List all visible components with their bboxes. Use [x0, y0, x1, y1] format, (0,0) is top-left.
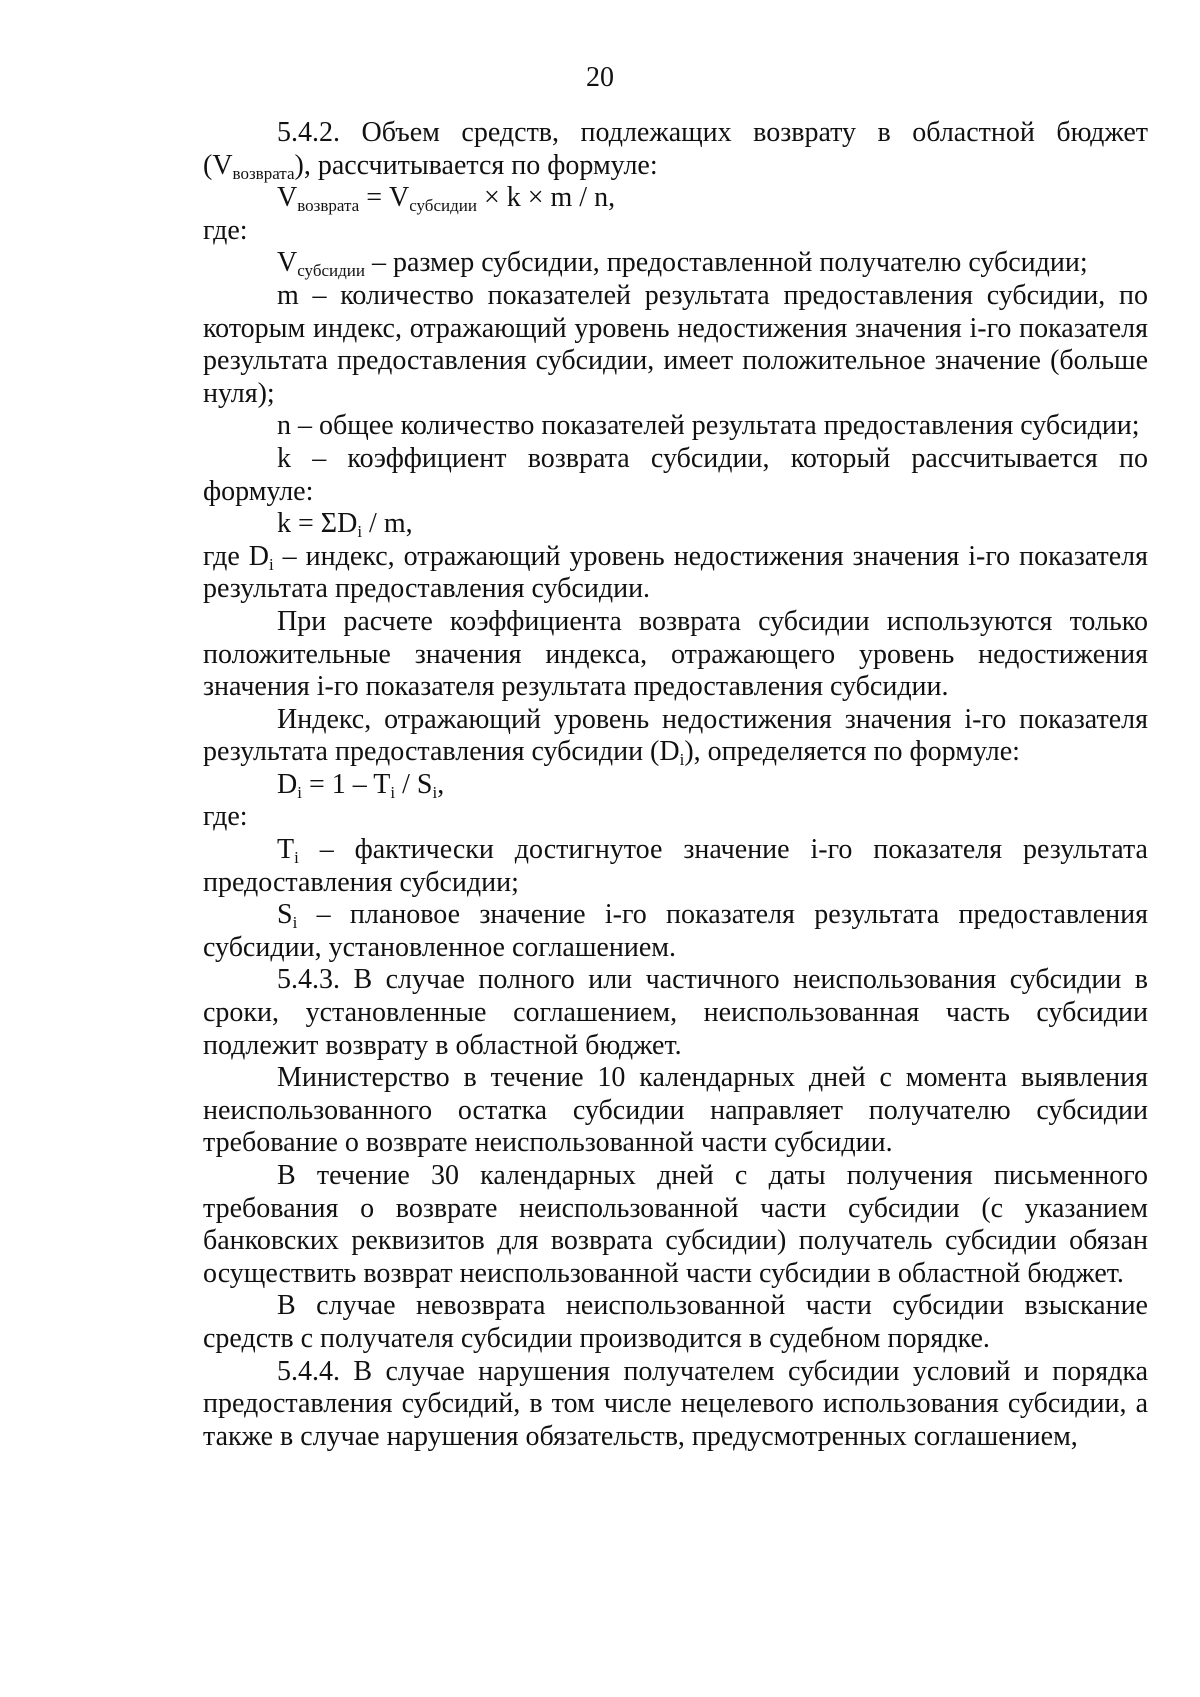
definition-si: $S_i$ – плановое значение i-го показателя результата предоставления субсидии, установленное соглашением.: [203, 899, 1148, 963]
formula-di: $D_i = 1 - T_i / S_i$,: [277, 768, 445, 802]
paragraph-ministry: Министерство в течение 10 календарных дней с момента выявления неиспользованного остатка субсидии направляет получателю субсидии требование о возврате неиспользованной части субсидии.: [203, 1062, 1148, 1159]
definition-di: где $D_i$ – индекс, отражающий уровень недостижения значения i-го показателя результата предоставления субсидии.: [203, 540, 1148, 605]
paragraph-5-4-3: 5.4.3. В случае полного или частичного неиспользования субсидии в сроки, установленные соглашением, неиспользованная часть субсидии подлежит возврату в областной бюджет.: [203, 964, 1148, 1061]
paragraph-court: В случае невозврата неиспользованной части субсидии взыскание средств с получателя субсидии производится в судебном порядке.: [203, 1290, 1148, 1354]
where-label: где:: [203, 214, 248, 246]
definition-ti: $T_i$ – фактически достигнутое значение i-го показателя результата предоставления субсидии;: [203, 834, 1148, 898]
definition-n: n – общее количество показателей результата предоставления субсидии;: [277, 410, 1140, 442]
formula-return-volume: $V_{возврата} = V_{субсидии} \times k \times m / n$,: [277, 182, 616, 216]
definition-m: m – количество показателей результата предоставления субсидии, по которым индекс, отражающий уровень недостижения значения i-го показателя результата предоставления субсидии, имеет положительное значение (больше нуля);: [203, 279, 1148, 409]
where-label-2: где:: [203, 801, 248, 833]
document-body: [203, 117, 1148, 1453]
paragraph-5-4-4: 5.4.4. В случае нарушения получателем субсидии условий и порядка предоставления субсидий, в том числе нецелевого использования субсидии, а также в случае нарушения обязательств, предусмотренных соглашением,: [203, 1355, 1148, 1452]
page-number: 20: [586, 62, 614, 93]
formula-k: $k = \Sigma D_i / m$,: [277, 508, 413, 542]
paragraph-index: Индекс, отражающий уровень недостижения значения i-го показателя результата предоставления субсидии $(D_i)$, определяется по формуле:: [203, 703, 1148, 770]
paragraph-calculation: При расчете коэффициента возврата субсидии используются только положительные значения индекса, отражающего уровень недостижения значения i-го показателя результата предоставления субсидии.: [203, 605, 1148, 703]
definition-v-subsidy: $V_{субсидии}$ – размер субсидии, предоставленной получателю субсидии;: [277, 247, 1088, 281]
paragraph-30-days: В течение 30 календарных дней с даты получения письменного требования о возврате неиспользованной части субсидии (с указанием банковских реквизитов для возврата субсидии) получатель субсидии обязан осуществить возврат неиспользованной части субсидии в областной бюджет.: [203, 1160, 1148, 1289]
paragraph-5-4-2: 5.4.2. Объем средств, подлежащих возврату в областной бюджет $(V_{возврата})$, рассчитывается по формуле:: [203, 117, 1148, 183]
definition-k: k – коэффициент возврата субсидии, который рассчитывается по формуле:: [203, 442, 1148, 507]
